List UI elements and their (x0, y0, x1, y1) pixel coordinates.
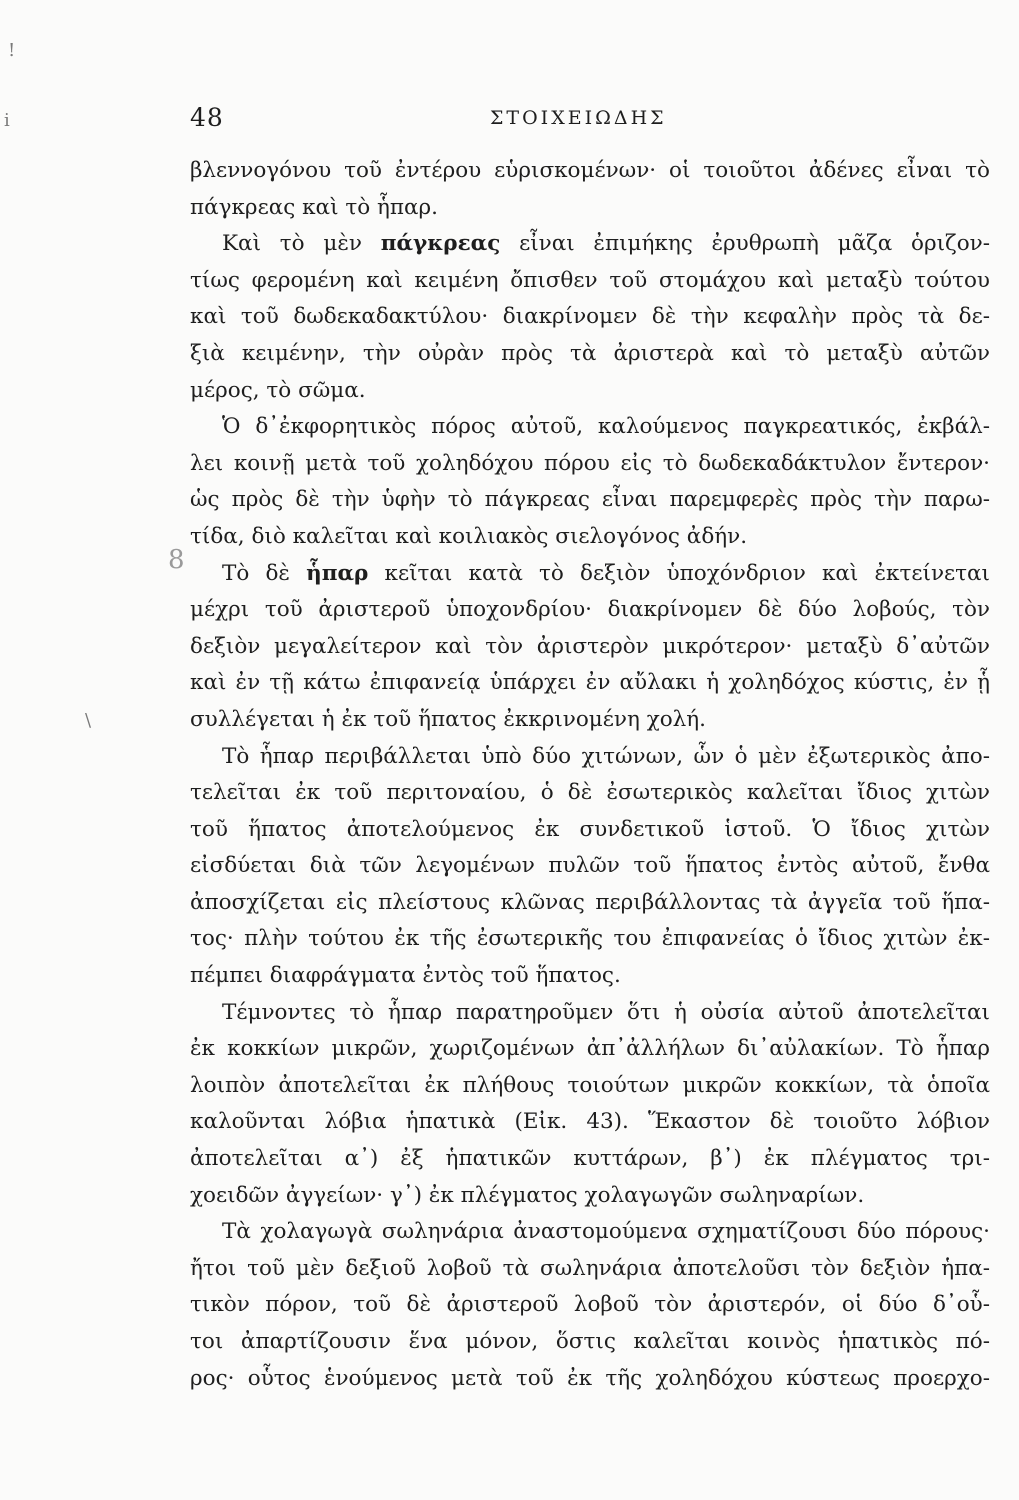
margin-mark: \ (85, 710, 92, 731)
text-line: καὶ τοῦ δωδεκαδακτύλου· διακρίνομεν δὲ τὴν κεφαλὴν πρὸς τὰ δε- (190, 304, 990, 330)
text-segment: Καὶ τὸ μὲν (222, 231, 362, 257)
text-line: Τὸ ἧπαρ περιβάλλεται ὑπὸ δύο χιτώνων, ὧν ὁ μὲν ἐξωτερικὸς ἀπο- (222, 743, 990, 769)
text-line: τοῦ ἥπατος ἀποτελούμενος ἐκ συνδετικοῦ ἱστοῦ. Ὁ ἴδιος χιτὼν (190, 816, 990, 842)
text-segment: Τὸ δὲ (222, 560, 290, 586)
text-line: Ὁ δ᾽ἐκφορητικὸς πόρος αὐτοῦ, καλούμενος παγκρεατικός, ἐκβάλ- (222, 414, 990, 440)
text-line: Τέμνοντες τὸ ἧπαρ παρατηροῦμεν ὅτι ἡ οὐσία αὐτοῦ ἀποτελεῖται (222, 999, 990, 1025)
text-line: καὶ ἐν τῇ κάτω ἐπιφανείᾳ ὑπάρχει ἐν αὔλακι ἡ χοληδόχος κύστις, ἐν ᾗ (190, 670, 990, 696)
text-line: ἤτοι τοῦ μὲν δεξιοῦ λοβοῦ τὰ σωληνάρια ἀποτελοῦσι τὸν δεξιὸν ἡπα- (190, 1255, 990, 1281)
text-line (190, 226, 990, 263)
text-line: δεξιὸν μεγαλείτερον καὶ τὸν ἀριστερὸν μικρότερον· μεταξὺ δ᾽αὐτῶν (190, 633, 990, 659)
text-line: ὡς πρὸς δὲ τὴν ὑφὴν τὸ πάγκρεας εἶναι παρεμφερὲς πρὸς τὴν παρω- (190, 487, 990, 513)
text-line: βλεννογόνου τοῦ ἐντέρου εὑρισκομένων· οἱ τοιοῦτοι ἀδένες εἶναι τὸ (190, 158, 990, 183)
text-line: πέμπει διαφράγματα ἐντὸς τοῦ ἥπατος. (190, 963, 621, 989)
text-line: Τὰ χολαγωγὰ σωληνάρια ἀναστομούμενα σχηματίζουσι δύο πόρους· (222, 1219, 990, 1245)
body-text (190, 153, 990, 1397)
text-line: τίδα, διὸ καλεῖται καὶ κοιλιακὸς σιελογόνος ἀδήν. (190, 523, 748, 549)
text-line (190, 556, 990, 593)
text-line: πάγκρεας καὶ τὸ ἧπαρ. (190, 194, 439, 220)
text-line: λοιπὸν ἀποτελεῖται ἐκ πλήθους τοιούτων μικρῶν κοκκίων, τὰ ὁποῖα (190, 1072, 990, 1098)
text-line: καλοῦνται λόβια ἡπατικὰ (Εἰκ. 43). Ἕκαστον δὲ τοιοῦτο λόβιον (190, 1109, 990, 1135)
text-line: ξιὰ κειμένην, τὴν οὐρὰν πρὸς τὰ ἀριστερὰ καὶ τὸ μεταξὺ αὐτῶν (190, 340, 990, 366)
text-line: τίως φερομένη καὶ κειμένη ὄπισθεν τοῦ στομάχου καὶ μεταξὺ τούτου (190, 267, 990, 293)
text-line: χοειδῶν ἀγγείων· γ᾽) ἐκ πλέγματος χολαγωγῶν σωληναρίων. (190, 1182, 865, 1208)
text-line: ἐκ κοκκίων μικρῶν, χωριζομένων ἀπ᾽ἀλλήλων δι᾽αὐλακίων. Τὸ ἧπαρ (190, 1036, 990, 1062)
page-number: 48 (190, 103, 224, 132)
text-segment: κεῖται κατὰ τὸ δεξιὸν ὑποχόνδριον καὶ ἐκτείνεται (384, 560, 990, 586)
text-line: μέχρι τοῦ ἀριστεροῦ ὑποχονδρίου· διακρίνομεν δὲ δύο λοβούς, τὸν (190, 597, 990, 623)
text-line: εἰσδύεται διὰ τῶν λεγομένων πυλῶν τοῦ ἥπατος ἐντὸς αὐτοῦ, ἔνθα (190, 853, 990, 879)
term-liver: ἧπαρ (306, 560, 369, 586)
text-line: ρος· οὗτος ἑνούμενος μετὰ τοῦ ἐκ τῆς χοληδόχου κύστεως προερχο- (190, 1365, 990, 1391)
running-title: ΣΤΟΙΧΕΙΩΔΗΣ (490, 107, 667, 129)
text-line: τελεῖται ἐκ τοῦ περιτοναίου, ὁ δὲ ἐσωτερικὸς καλεῖται ἴδιος χιτὼν (190, 780, 990, 806)
page-header (190, 103, 990, 137)
text-line: λει κοινῇ μετὰ τοῦ χοληδόχου πόρου εἰς τὸ δωδεκαδάκτυλον ἔντερον· (190, 450, 990, 476)
text-line: μέρος, τὸ σῶμα. (190, 377, 366, 403)
pencil-mark: 8 (168, 545, 185, 575)
text-line: συλλέγεται ἡ ἐκ τοῦ ἥπατος ἐκκρινομένη χολή. (190, 706, 707, 732)
margin-mark: i (4, 110, 10, 131)
text-line: τοι ἀπαρτίζουσιν ἕνα μόνον, ὅστις καλεῖται κοινὸς ἡπατικὸς πό- (190, 1329, 990, 1354)
margin-mark: ! (8, 40, 16, 61)
text-line: τικὸν πόρον, τοῦ δὲ ἀριστεροῦ λοβοῦ τὸν ἀριστερόν, οἱ δύο δ᾽οὗ- (190, 1292, 990, 1318)
text-line: τος· πλὴν τούτου ἐκ τῆς ἐσωτερικῆς του ἐπιφανείας ὁ ἴδιος χιτὼν ἐκ- (190, 926, 990, 952)
text-line: ἀποτελεῖται α᾽) ἐξ ἡπατικῶν κυττάρων, β᾽) ἐκ πλέγματος τρι- (190, 1146, 990, 1172)
term-pancreas: πάγκρεας (380, 231, 501, 257)
text-segment: εἶναι ἐπιμήκης ἐρυθρωπὴ μᾶζα ὁριζον- (519, 231, 990, 257)
text-line: ἀποσχίζεται εἰς πλείστους κλῶνας περιβάλλοντας τὰ ἀγγεῖα τοῦ ἥπα- (190, 889, 990, 915)
